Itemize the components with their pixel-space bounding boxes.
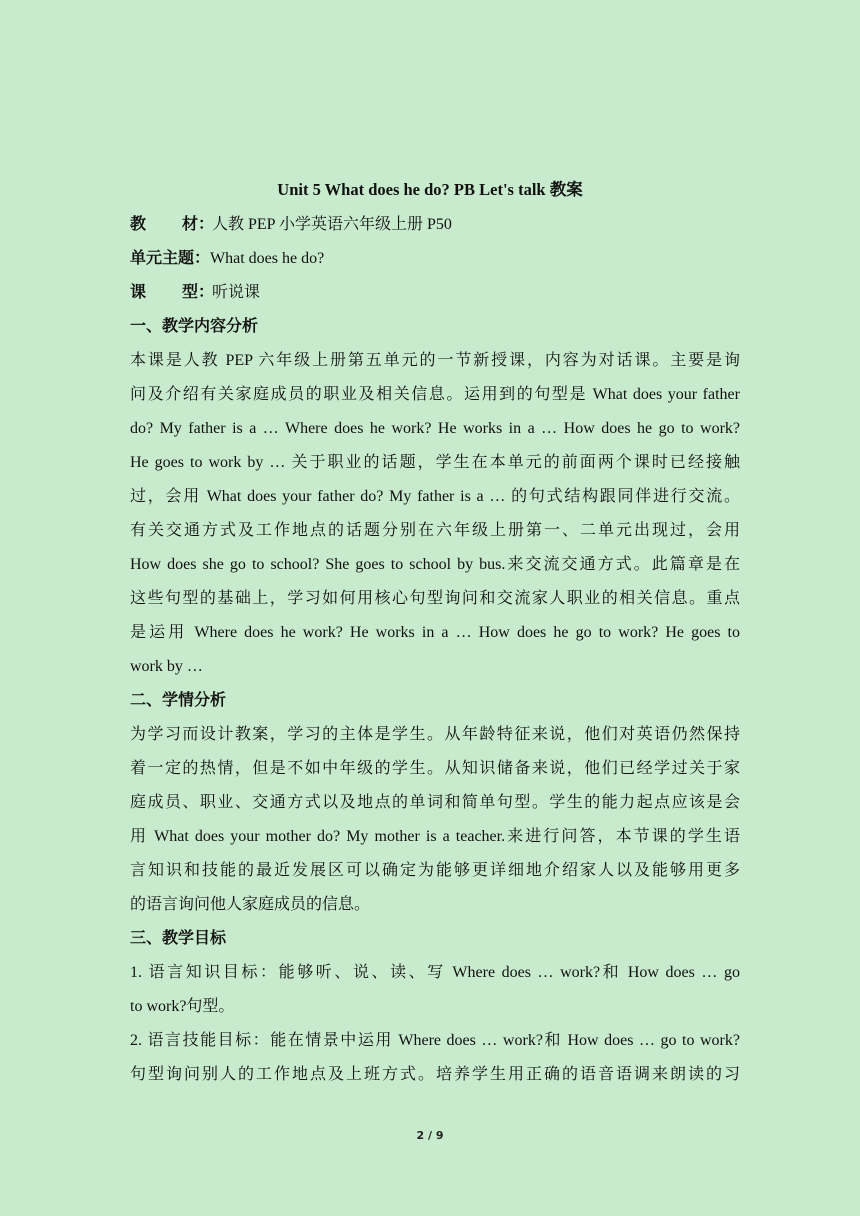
paragraph-line: 着一定的热情，但是不如中年级的学生。从知识储备来说，他们已经学过关于家 xyxy=(130,760,740,777)
paragraph-line: 本课是人教 PEP 六年级上册第五单元的一节新授课，内容为对话课。主要是询 xyxy=(130,352,740,369)
paragraph-line: 用 What does your mother do? My mother is a teacher.来进行问答，本节课的学生语 xyxy=(130,828,740,845)
paragraph-line: work by … xyxy=(130,658,203,675)
meta-type-value: 听说课 xyxy=(212,284,261,301)
page-number: 2 / 9 xyxy=(416,1129,444,1142)
meta-textbook xyxy=(130,208,740,242)
paragraph-line: 过，会用 What does your father do? My father is a … 的句式结构跟同伴进行交流。 xyxy=(130,488,740,505)
paragraph-line: 1. 语言知识目标：能够听、说、读、写 Where does … work?和 How does … go xyxy=(130,964,740,981)
meta-type-label: 课 型： xyxy=(130,284,215,301)
section-heading-content-analysis: 一、教学内容分析 xyxy=(130,318,259,335)
document-body xyxy=(130,208,740,1092)
paragraph-line: do? My father is a … Where does he work? He works in a … How does he go to work? xyxy=(130,420,740,437)
meta-textbook-label: 教 材： xyxy=(130,216,215,233)
paragraph-line: 为学习而设计教案，学习的主体是学生。从年龄特征来说，他们对英语仍然保持 xyxy=(130,726,740,743)
meta-theme-value: What does he do? xyxy=(210,250,325,267)
paragraph-line: 2. 语言技能目标：能在情景中运用 Where does … work?和 How does … go to work? xyxy=(130,1032,740,1049)
paragraph-line: He goes to work by … 关于职业的话题，学生在本单元的前面两个课时已经接触 xyxy=(130,454,740,471)
meta-type xyxy=(130,276,740,310)
paragraph-line: 这些句型的基础上，学习如何用核心句型询问和交流家人职业的相关信息。重点 xyxy=(130,590,740,607)
document-title: Unit 5 What does he do? PB Let's talk 教案 xyxy=(277,180,583,199)
meta-theme xyxy=(130,242,740,276)
paragraph-line: 庭成员、职业、交通方式以及地点的单词和简单句型。学生的能力起点应该是会 xyxy=(130,794,740,811)
paragraph-line: to work?句型。 xyxy=(130,998,235,1015)
paragraph-line: How does she go to school? She goes to school by bus.来交流交通方式。此篇章是在 xyxy=(130,556,740,573)
paragraph-line: 句型询问别人的工作地点及上班方式。培养学生用正确的语音语调来朗读的习 xyxy=(130,1066,740,1083)
paragraph-line: 言知识和技能的最近发展区可以确定为能够更详细地介绍家人以及能够用更多 xyxy=(130,862,740,879)
paragraph-line: 问及介绍有关家庭成员的职业及相关信息。运用到的句型是 What does your father xyxy=(130,386,740,403)
section-heading-learner-analysis: 二、学情分析 xyxy=(130,692,227,709)
meta-theme-label: 单元主题： xyxy=(130,250,211,267)
paragraph-line: 是运用 Where does he work? He works in a … How does he go to work? He goes to xyxy=(130,624,740,641)
paragraph-line: 有关交通方式及工作地点的话题分别在六年级上册第一、二单元出现过，会用 xyxy=(130,522,740,539)
meta-textbook-value: 人教 PEP 小学英语六年级上册 P50 xyxy=(212,216,452,233)
paragraph-line: 的语言询问他人家庭成员的信息。 xyxy=(130,896,371,913)
section-heading-objectives: 三、教学目标 xyxy=(130,930,227,947)
